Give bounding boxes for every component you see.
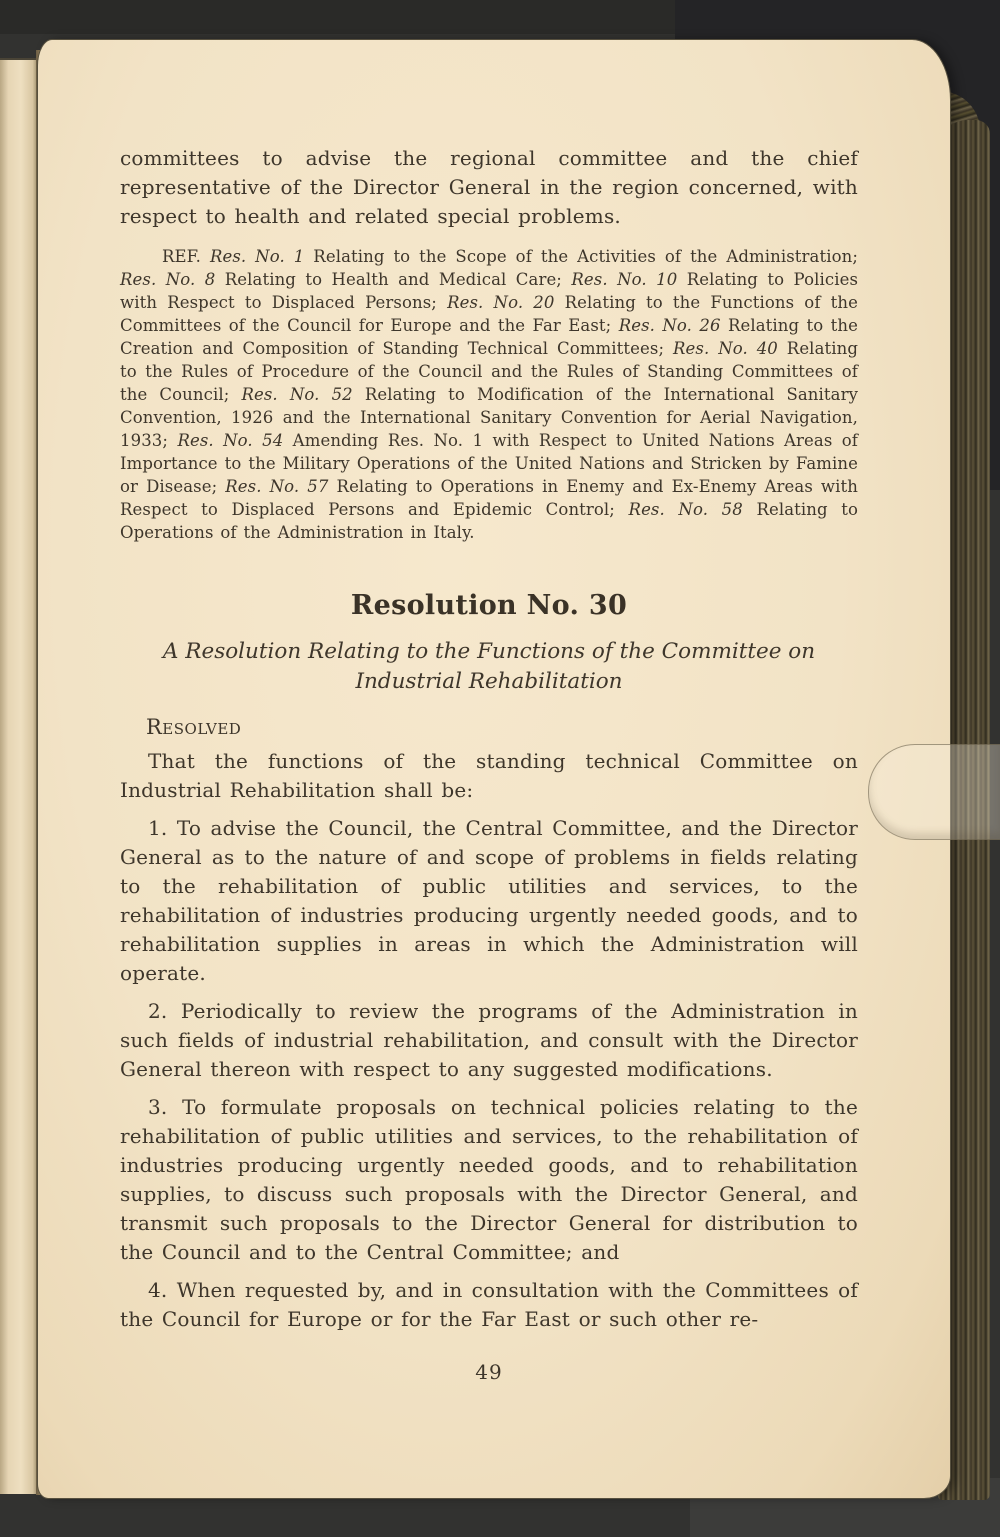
page-number: 49 [475, 1360, 503, 1384]
resolution-intro: That the functions of the standing technical Committee on Industrial Rehabilitation shall be: [120, 749, 858, 802]
book-page [38, 40, 950, 1498]
continuation-paragraph: committees to advise the regional committee and the chief representative of the Director General in the region concerned, with respect to health and related special problems. [120, 146, 858, 228]
page-content [120, 144, 858, 1384]
resolution-item-3: 3. To formulate proposals on technical policies relating to the rehabilitation of public utilities and services, to the rehabilitation of industries producing urgently needed goods, and to rehabilitation supplies, to discuss such proposals with the Director General, and transmit such proposals to the Director General for distribution to the Council and to the Central Committee; and [120, 1095, 858, 1264]
resolution-item-1: 1. To advise the Council, the Central Committee, and the Director General as to the nature of and scope of problems in fields relating to the rehabilitation of public utilities and services, to the rehabilitation of industries producing urgently needed goods, and to rehabilitation supplies in areas in which the Administration will operate. [120, 816, 858, 985]
resolution-heading: Resolution No. 30 [350, 590, 628, 621]
left-page-stack [0, 58, 38, 1494]
resolved-label: Resolved [146, 715, 242, 739]
bookmark-tab [868, 744, 1000, 840]
resolution-subtitle: A Resolution Relating to the Functions of the Committee on Industrial Rehabilitation [162, 639, 816, 694]
resolution-item-4: 4. When requested by, and in consultation with the Committees of the Council for Europe or for the Far East or such other re- [120, 1278, 858, 1331]
ref-paragraph: REF. Res. No. 1 Relating to the Scope of the Activities of the Administration; Res. No. 8 Relating to Health and Medical Care; Res. No. 10 Relating to Policies with Respect to Displaced Persons; Res. No. 20 Relating to the Functions of the Committees of the Council for Europe and the Far East; Res. No. 26 Relating to the Creation and Composition of Standing Technical Committees; Res. No. 40 Relating to the Rules of Procedure of the Council and the Rules of Standing Committees of the Council; Res. No. 52 Relating to Modification of the International Sanitary Convention, 1926 and the International Sanitary Convention for Aerial Navigation, 1933; Res. No. 54 Amending Res. No. 1 with Respect to United Nations Areas of Importance to the Military Operations of the United Nations and Stricken by Famine or Disease; Res. No. 57 Relating to Operations in Enemy and Ex-Enemy Areas with Respect to Displaced Persons and Epidemic Control; Res. No. 58 Relating to Operations of the Administration in Italy. [120, 247, 859, 542]
resolution-item-2: 2. Periodically to review the programs of the Administration in such fields of industrial rehabilitation, and consult with the Director General thereon with respect to any suggested modifications. [120, 999, 858, 1081]
